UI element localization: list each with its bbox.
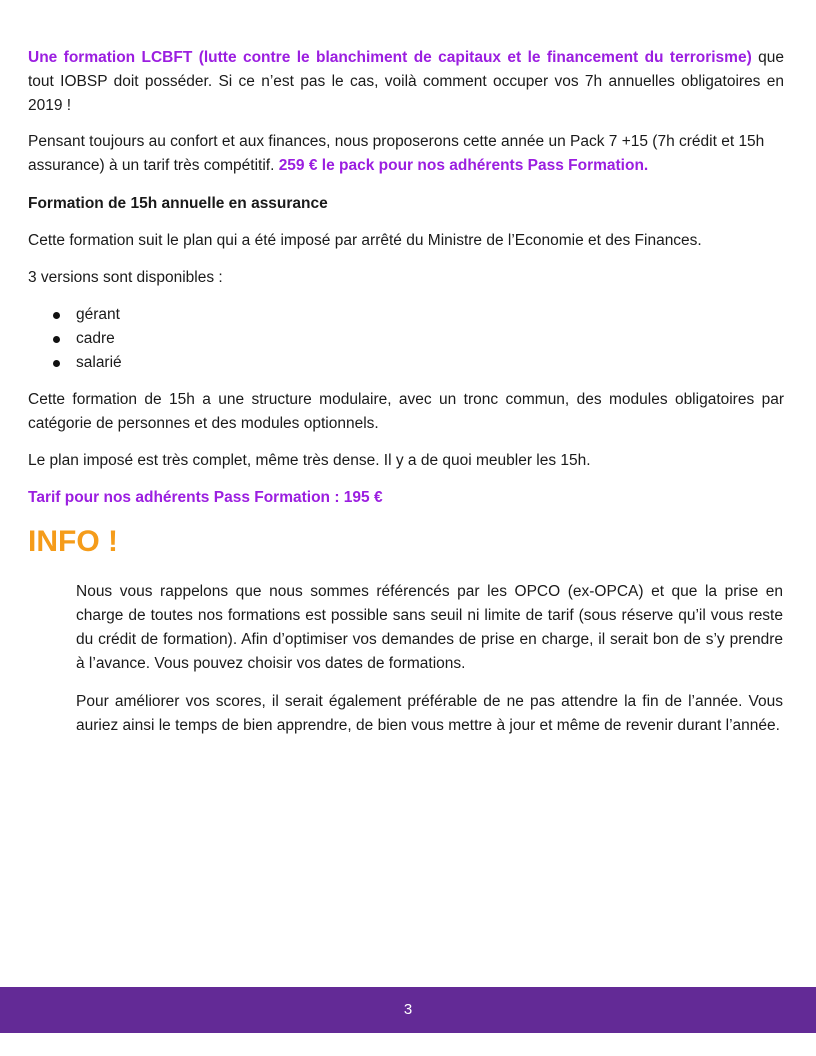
bullet-icon [53,312,60,319]
version-label: salarié [76,354,122,371]
page-footer [0,987,816,1033]
version-label: cadre [76,330,115,347]
tarif-highlight: Tarif pour nos adhérents Pass Formation : 195 € [28,489,383,506]
versions-intro: 3 versions sont disponibles : [28,269,223,286]
version-label: gérant [76,306,120,323]
bullet-icon [53,360,60,367]
list-item [28,327,122,351]
lcbft-highlight: Une formation LCBFT (lutte contre le blanchiment de capitaux et le financement du terrorisme) [28,49,752,66]
list-item [28,303,122,327]
list-item [28,351,122,375]
pack-paragraph [28,130,784,178]
pack-text: Pensant toujours au confort et aux finances, nous proposerons cette année un Pack 7 +15 (7h crédit et 15h assurance) à un tarif très compétitif. [28,133,765,174]
info-paragraph-1: Nous vous rappelons que nous sommes référencés par les OPCO (ex-OPCA) et que la prise en charge de toutes nos formations est possible sans seuil ni limite de tarif (sous réserve qu’il vous reste du crédit de formation). Afin d’optimiser vos demandes de prise en charge, il serait bon de s’y prendre à l’avance. Vous pouvez choisir vos dates de formations. [76,583,783,672]
intro-paragraph [28,46,784,118]
page-number: 3 [403,1001,413,1018]
pack-price-highlight: 259 € le pack pour nos adhérents Pass Formation. [278,157,649,174]
intro-rest: que tout IOBSP doit posséder. Si ce n’est pas le cas, voilà comment occuper vos 7h annuelles obligatoires en 2019 ! [28,49,784,114]
dense-paragraph: Le plan imposé est très complet, même très dense. Il y a de quoi meubler les 15h. [28,452,591,469]
bullet-icon [53,336,60,343]
structure-paragraph: Cette formation de 15h a une structure modulaire, avec un tronc commun, des modules obligatoires par catégorie de personnes et des modules optionnels. [28,391,784,432]
info-heading: INFO ! [28,525,118,558]
versions-list [28,303,122,375]
plan-paragraph: Cette formation suit le plan qui a été imposé par arrêté du Ministre de l’Economie et des Finances. [28,232,702,249]
info-paragraph-2: Pour améliorer vos scores, il serait également préférable de ne pas attendre la fin de l’année. Vous auriez ainsi le temps de bien apprendre, de bien vous mettre à jour et même de revenir durant l’année. [76,693,783,734]
section-title: Formation de 15h annuelle en assurance [28,195,328,212]
